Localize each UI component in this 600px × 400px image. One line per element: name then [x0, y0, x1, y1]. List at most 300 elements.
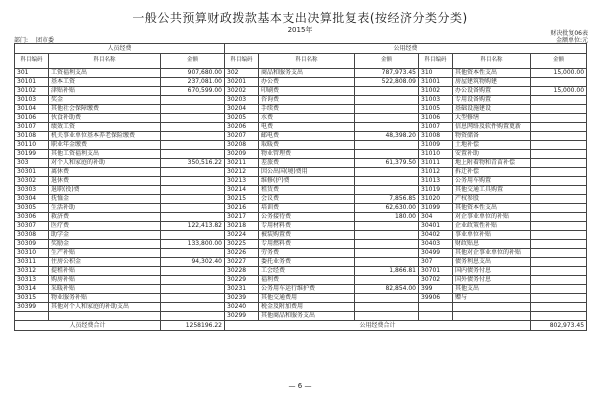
table-row	[15, 204, 587, 213]
row-amount: 787,973.45	[355, 69, 419, 78]
table-row	[15, 276, 587, 285]
row-code: 30204	[225, 105, 259, 114]
row-amount	[161, 213, 225, 222]
personnel-section-header: 人员经费	[15, 44, 225, 54]
row-name: 绩效工资	[49, 123, 161, 132]
row-amount	[161, 294, 225, 303]
row-name: 工会经费	[259, 267, 355, 276]
row-amount	[355, 240, 419, 249]
row-code: 30299	[225, 312, 259, 321]
row-code: 30305	[15, 204, 49, 213]
row-amount	[161, 114, 225, 123]
row-name: 对个人和家庭的补助	[49, 159, 161, 168]
row-code: 30228	[225, 267, 259, 276]
row-amount	[161, 312, 225, 321]
row-code: 30226	[225, 249, 259, 258]
row-amount	[161, 276, 225, 285]
row-code: 31019	[419, 186, 453, 195]
row-code: 30303	[15, 186, 49, 195]
row-amount	[355, 105, 419, 114]
table-row	[15, 249, 587, 258]
row-code: 30231	[225, 285, 259, 294]
row-name: 其他交通费用	[259, 294, 355, 303]
row-code: 30701	[419, 267, 453, 276]
row-code: 30213	[225, 177, 259, 186]
row-amount: 122,413.82	[161, 222, 225, 231]
row-name: 机关事业单位基本养老保险缴费	[49, 132, 161, 141]
row-amount	[531, 258, 587, 267]
table-row	[15, 222, 587, 231]
row-amount	[355, 96, 419, 105]
col-header-name: 科目名称	[259, 54, 355, 69]
row-amount	[531, 96, 587, 105]
row-code: 30306	[15, 213, 49, 222]
table-row	[15, 213, 587, 222]
row-amount	[355, 168, 419, 177]
row-name: 对企事业单位的补贴	[453, 213, 531, 222]
row-amount: 133,800.00	[161, 240, 225, 249]
row-amount	[161, 249, 225, 258]
table-row	[15, 195, 587, 204]
row-code: 30205	[225, 114, 259, 123]
row-name: 电费	[259, 123, 355, 132]
row-code: 30102	[15, 87, 49, 96]
row-code: 30224	[225, 231, 259, 240]
table-row	[15, 285, 587, 294]
row-name: 抚恤金	[49, 195, 161, 204]
row-name: 物业管理费	[259, 150, 355, 159]
row-code: 30311	[15, 258, 49, 267]
row-amount	[355, 141, 419, 150]
table-row	[15, 105, 587, 114]
row-code: 30201	[225, 78, 259, 87]
row-name: 其他社会保障缴费	[49, 105, 161, 114]
row-code: 30206	[225, 123, 259, 132]
row-name: 邮电费	[259, 132, 355, 141]
row-amount	[161, 231, 225, 240]
table-row	[15, 96, 587, 105]
row-code: 30313	[15, 276, 49, 285]
row-amount: 237,081.00	[161, 78, 225, 87]
row-code: 30314	[15, 285, 49, 294]
row-code: 30227	[225, 258, 259, 267]
col-header-amount: 金额	[531, 54, 587, 69]
table-row	[15, 231, 587, 240]
row-name: 拆迁补偿	[453, 168, 531, 177]
row-name: 基本工资	[49, 78, 161, 87]
row-code: 310	[419, 69, 453, 78]
row-name: 公务用车购置	[453, 177, 531, 186]
row-code: 30110	[15, 141, 49, 150]
row-name: 培训费	[259, 204, 355, 213]
row-name: 物资储备	[453, 132, 531, 141]
row-name: 土地补偿	[453, 141, 531, 150]
col-header-code: 科目编码	[225, 54, 259, 69]
public-total-label: 公用经费合计	[225, 321, 531, 331]
table-row	[15, 294, 587, 303]
row-amount	[531, 168, 587, 177]
row-amount	[355, 231, 419, 240]
row-amount: 350,516.22	[161, 159, 225, 168]
row-name: 购房补贴	[49, 276, 161, 285]
row-code: 31005	[419, 105, 453, 114]
row-code: 30203	[225, 96, 259, 105]
personnel-total-label: 人员经费合计	[15, 321, 161, 331]
row-name: 助学金	[49, 231, 161, 240]
table-row	[15, 303, 587, 312]
row-code	[419, 303, 453, 312]
row-name: 职业年金缴费	[49, 141, 161, 150]
row-amount: 94,302.40	[161, 258, 225, 267]
row-code: 30106	[15, 114, 49, 123]
col-header-name: 科目名称	[453, 54, 531, 69]
table-row	[15, 114, 587, 123]
row-name: 住房公积金	[49, 258, 161, 267]
row-amount	[531, 231, 587, 240]
row-code: 30101	[15, 78, 49, 87]
row-code: 30401	[419, 222, 453, 231]
row-amount	[531, 186, 587, 195]
row-name: 生产补贴	[49, 249, 161, 258]
row-name: 国内债务付息	[453, 267, 531, 276]
row-code: 30214	[225, 186, 259, 195]
row-code: 30215	[225, 195, 259, 204]
table-row	[15, 87, 587, 96]
row-code: 30209	[225, 150, 259, 159]
col-header-amount: 金额	[161, 54, 225, 69]
row-name: 国外债务付息	[453, 276, 531, 285]
row-amount	[355, 312, 419, 321]
row-code: 30104	[15, 105, 49, 114]
row-amount	[531, 240, 587, 249]
row-name: 离休费	[49, 168, 161, 177]
page-number: — 6 —	[288, 382, 312, 390]
row-code: 301	[15, 69, 49, 78]
form-number: 财决批复06表	[550, 30, 588, 37]
col-header-name: 科目名称	[49, 54, 161, 69]
row-name: 事业单位补贴	[453, 231, 531, 240]
row-amount	[355, 123, 419, 132]
table-row	[15, 150, 587, 159]
row-amount	[355, 186, 419, 195]
row-name: 其他工资福利支出	[49, 150, 161, 159]
row-code: 30702	[419, 276, 453, 285]
row-name: 税金及附加费用	[259, 303, 355, 312]
row-amount	[531, 177, 587, 186]
table-row	[15, 78, 587, 87]
row-name: 奖励金	[49, 240, 161, 249]
row-name	[453, 303, 531, 312]
row-name: 其他支出	[453, 285, 531, 294]
row-amount	[161, 186, 225, 195]
row-name: 产权参股	[453, 195, 531, 204]
row-code: 30107	[15, 123, 49, 132]
amount-unit: 金额单位:元	[555, 37, 588, 44]
row-name: 退休费	[49, 177, 161, 186]
public-section-header: 公用经费	[225, 44, 587, 54]
row-amount	[161, 141, 225, 150]
row-name: 大型修缮	[453, 114, 531, 123]
row-name	[453, 312, 531, 321]
row-amount	[531, 213, 587, 222]
row-code: 30315	[15, 294, 49, 303]
row-code: 30240	[225, 303, 259, 312]
row-amount: 61,379.50	[355, 159, 419, 168]
row-code: 304	[419, 213, 453, 222]
row-name: 福利费	[259, 276, 355, 285]
col-header-amount: 金额	[355, 54, 419, 69]
row-amount: 522,808.09	[355, 78, 419, 87]
row-amount	[355, 150, 419, 159]
row-amount: 180.00	[355, 213, 419, 222]
row-amount	[531, 222, 587, 231]
row-code: 30239	[225, 294, 259, 303]
row-code: 399	[419, 285, 453, 294]
table-row	[15, 168, 587, 177]
row-code: 31010	[419, 150, 453, 159]
row-amount	[531, 276, 587, 285]
row-amount: 15,000.00	[531, 69, 587, 78]
row-code: 30399	[15, 303, 49, 312]
row-amount: 15,000.00	[531, 87, 587, 96]
row-name: 水费	[259, 114, 355, 123]
row-name: 商品和服务支出	[259, 69, 355, 78]
row-code: 30212	[225, 168, 259, 177]
department-label: 部门:	[14, 37, 29, 44]
row-code: 31002	[419, 87, 453, 96]
row-name: 办公费	[259, 78, 355, 87]
row-code: 30302	[15, 177, 49, 186]
row-amount	[531, 159, 587, 168]
row-code: 307	[419, 258, 453, 267]
row-amount	[161, 267, 225, 276]
personnel-total-value: 1258196.22	[161, 321, 225, 331]
row-code: 30310	[15, 249, 49, 258]
row-amount: 48,398.20	[355, 132, 419, 141]
row-name: 房屋建筑物购建	[453, 78, 531, 87]
row-code	[419, 312, 453, 321]
row-name: 其他商品和服务支出	[259, 312, 355, 321]
row-amount: 82,854.00	[355, 285, 419, 294]
row-amount	[531, 105, 587, 114]
row-name: 救济费	[49, 213, 161, 222]
table-row	[15, 123, 587, 132]
row-name: 奖金	[49, 96, 161, 105]
row-amount	[531, 285, 587, 294]
row-code: 31001	[419, 78, 453, 87]
row-amount	[531, 78, 587, 87]
row-name: 债务利息支出	[453, 258, 531, 267]
row-name: 基础设施建设	[453, 105, 531, 114]
table-row	[15, 177, 587, 186]
row-amount: 7,856.85	[355, 195, 419, 204]
row-name: 其他对企事业单位的补贴	[453, 249, 531, 258]
row-name: 赠与	[453, 294, 531, 303]
row-amount	[531, 249, 587, 258]
row-name: 其他资本性支出	[453, 69, 531, 78]
row-name: 医疗费	[49, 222, 161, 231]
row-name: 委托业务费	[259, 258, 355, 267]
row-amount	[161, 303, 225, 312]
row-name: 安置补助	[453, 150, 531, 159]
row-amount	[161, 123, 225, 132]
row-code: 31020	[419, 195, 453, 204]
row-code: 31007	[419, 123, 453, 132]
row-amount	[531, 195, 587, 204]
row-name: 提租补贴	[49, 267, 161, 276]
row-code: 30103	[15, 96, 49, 105]
row-code: 31011	[419, 159, 453, 168]
row-name: 信息网络及软件购置更新	[453, 123, 531, 132]
row-code: 30202	[225, 87, 259, 96]
row-amount: 907,680.00	[161, 69, 225, 78]
row-amount	[161, 150, 225, 159]
document-year: 2015年	[287, 26, 313, 34]
row-name: 差旅费	[259, 159, 355, 168]
row-code: 31009	[419, 141, 453, 150]
row-name: 手续费	[259, 105, 355, 114]
table-row	[15, 141, 587, 150]
row-amount: 670,599.00	[161, 87, 225, 96]
row-code: 31012	[419, 168, 453, 177]
row-name: 财政贴息	[453, 240, 531, 249]
row-amount: 62,630.00	[355, 204, 419, 213]
row-amount	[531, 132, 587, 141]
row-code: 30199	[15, 150, 49, 159]
row-code: 30312	[15, 267, 49, 276]
row-name: 办公设备购置	[453, 87, 531, 96]
row-amount	[531, 141, 587, 150]
row-code: 30229	[225, 276, 259, 285]
row-amount	[355, 87, 419, 96]
row-amount	[161, 204, 225, 213]
row-code: 31006	[419, 114, 453, 123]
row-code: 30402	[419, 231, 453, 240]
row-name: 专用材料费	[259, 222, 355, 231]
table-row	[15, 69, 587, 78]
row-name: 租赁费	[259, 186, 355, 195]
row-code: 30301	[15, 168, 49, 177]
row-code: 30208	[225, 141, 259, 150]
row-amount	[531, 114, 587, 123]
row-code	[15, 312, 49, 321]
row-code: 302	[225, 69, 259, 78]
row-name: 印刷费	[259, 87, 355, 96]
table-row	[15, 240, 587, 249]
table-body	[15, 69, 587, 321]
department-name: 团市委	[35, 37, 54, 44]
col-header-code: 科目编码	[15, 54, 49, 69]
row-name: 公务接待费	[259, 213, 355, 222]
row-name: 生活补助	[49, 204, 161, 213]
row-name: 维修(护)费	[259, 177, 355, 186]
row-amount	[161, 96, 225, 105]
row-amount	[161, 195, 225, 204]
col-header-code: 科目编码	[419, 54, 453, 69]
row-amount	[531, 303, 587, 312]
row-amount	[531, 150, 587, 159]
row-name: 伙食补助费	[49, 114, 161, 123]
row-code: 30304	[15, 195, 49, 204]
row-code: 31099	[419, 204, 453, 213]
row-name: 劳务费	[259, 249, 355, 258]
row-name: 采暖补贴	[49, 285, 161, 294]
row-code: 30207	[225, 132, 259, 141]
row-code: 30217	[225, 213, 259, 222]
row-name: 专用设备购置	[453, 96, 531, 105]
row-code: 30108	[15, 132, 49, 141]
totals-row	[15, 321, 587, 331]
row-amount	[355, 222, 419, 231]
row-name: 专用燃料费	[259, 240, 355, 249]
row-amount	[355, 276, 419, 285]
row-name: 津贴补贴	[49, 87, 161, 96]
row-name: 其他交通工具购置	[453, 186, 531, 195]
row-code: 30218	[225, 222, 259, 231]
row-code: 30499	[419, 249, 453, 258]
row-amount: 1,866.81	[355, 267, 419, 276]
row-code: 31008	[419, 132, 453, 141]
row-amount	[161, 168, 225, 177]
row-name: 取暖费	[259, 141, 355, 150]
row-code: 30211	[225, 159, 259, 168]
row-amount	[161, 285, 225, 294]
row-name: 企业政策性补贴	[453, 222, 531, 231]
budget-table	[14, 43, 587, 331]
row-code: 39906	[419, 294, 453, 303]
row-amount	[161, 132, 225, 141]
budget-table-container	[14, 43, 587, 331]
row-amount	[355, 258, 419, 267]
row-amount	[355, 114, 419, 123]
row-amount	[531, 312, 587, 321]
row-amount	[531, 123, 587, 132]
row-name: 咨询费	[259, 96, 355, 105]
row-code: 31013	[419, 177, 453, 186]
row-amount	[355, 177, 419, 186]
row-amount	[161, 105, 225, 114]
row-name: 被装购置费	[259, 231, 355, 240]
table-row	[15, 258, 587, 267]
row-amount	[531, 267, 587, 276]
row-name: 工资福利支出	[49, 69, 161, 78]
table-row	[15, 186, 587, 195]
row-name: 其他资本性支出	[453, 204, 531, 213]
row-code: 30308	[15, 231, 49, 240]
row-code: 30403	[419, 240, 453, 249]
table-row	[15, 159, 587, 168]
row-name: 会议费	[259, 195, 355, 204]
row-amount	[355, 249, 419, 258]
table-row	[15, 267, 587, 276]
public-total-value: 802,973.45	[531, 321, 587, 331]
row-name: 其他对个人和家庭的补助支出	[49, 303, 161, 312]
row-code: 30225	[225, 240, 259, 249]
row-amount	[531, 294, 587, 303]
document-title: 一般公共预算财政拨款基本支出决算批复表(按经济分类分类)	[132, 11, 468, 25]
table-row	[15, 132, 587, 141]
row-name	[49, 312, 161, 321]
row-name: 公务用车运行维护费	[259, 285, 355, 294]
table-row	[15, 312, 587, 321]
row-code: 30307	[15, 222, 49, 231]
row-name: 因公出国(境)费用	[259, 168, 355, 177]
row-code: 30309	[15, 240, 49, 249]
row-amount	[355, 294, 419, 303]
row-amount	[161, 177, 225, 186]
row-code: 31003	[419, 96, 453, 105]
row-amount	[531, 204, 587, 213]
